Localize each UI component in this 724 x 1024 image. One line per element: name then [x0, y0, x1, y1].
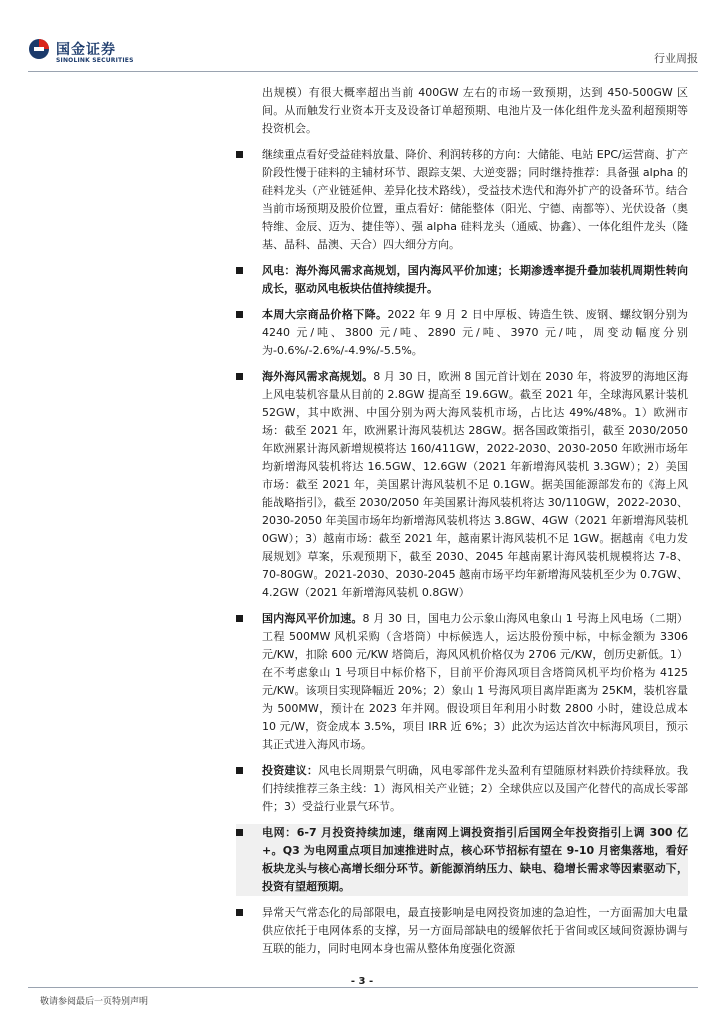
paragraph-bold-lead: 本周大宗商品价格下降。	[262, 308, 388, 321]
header-divider	[28, 71, 698, 72]
bullet-paragraph-power-grid	[236, 824, 688, 896]
report-type-label: 行业周报	[654, 52, 698, 65]
paragraph-text: 2022 年 9 月 2 日中厚板、铸造生铁、废钢、螺纹钢分别为 4240 元/吨、3800 元/吨、2890 元/吨、3970 元/吨，周变动幅度分别为-0.6%/-2.6%/-4.9%/-5.5%。	[262, 308, 688, 357]
paragraph-text: 出规模）有很大概率超出当前 400GW 左右的市场一致预期，达到 450-500GW 区间。从而触发行业资本开支及设备订单超预期、电池片及一体化组件龙头盈利超预期等投资机会。	[262, 86, 688, 135]
paragraph-text: 继续重点看好受益硅料放量、降价、利润转移的方向：大储能、电站 EPC/运营商、扩产阶段性慢于硅料的主辅材环节、跟踪支架、大逆变器；同时继持推荐：具备强 alpha 的硅料龙头（产业链延伸、差异化技术路线），受益技术迭代和海外扩产的设备环节。结合当前市场预期及股价位置，重点看好：储能整体（阳光、宁德、南都等）、光伏设备（奥特维、金辰、迈为、捷佳等）、强 alpha 硅料龙头（通威、协鑫）、一体化组件龙头（隆基、晶科、晶澳、天合）四大细分方向。	[262, 148, 688, 251]
sinolink-logo-icon	[28, 38, 50, 60]
paragraph-text: 风电长周期景气明确，风电零部件龙头盈利有望随原材料跌价持续释放。我们持续推荐三条主线：1）海风相关产业链；2）全球供应以及国产化替代的高成长零部件；3）受益行业景气环节。	[262, 764, 689, 813]
brand-name-english: SINOLINK SECURITIES	[56, 57, 134, 64]
footer-divider	[28, 987, 698, 988]
square-bullet	[236, 373, 243, 380]
square-bullet	[236, 829, 243, 836]
paragraph-bold-lead: 风电：海外海风需求高规划，国内海风平价加速；长期渗透率提升叠加装机周期性转向成长，驱动风电板块估值持续提升。	[262, 264, 688, 295]
footer-disclaimer: 敬请参阅最后一页特别声明	[40, 997, 149, 1007]
bullet-paragraph-domestic-offshore-parity	[236, 610, 688, 754]
bullet-paragraph-grid-investment-urgency	[236, 904, 688, 958]
paragraph-bold-lead: 电网：6-7 月投资持续加速，继南网上调投资指引后国网全年投资指引上调 300 亿+。Q3 为电网重点项目加速推进时点，核心环节招标有望在 9-10 月密集落地，看好板块龙头与核心高增长细分环节。新能源消纳压力、缺电、稳增长需求等因素驱动下，投资有望超预期。	[262, 826, 688, 893]
paragraph-bold-lead: 海外海风需求高规划。	[262, 370, 374, 383]
bullet-paragraph-investment-advice	[236, 762, 688, 816]
square-bullet	[236, 767, 243, 774]
paragraph-text: 8 月 30 日，国电力公示象山海风电象山 1 号海上风电场（二期）工程 500MW 风机采购（含塔筒）中标候选人，运达股份预中标，中标金额为 3306 元/KW，扣除 600 元/KW 塔筒后，海风风机价格仅为 2706 元/KW，创历史新低。1）在不考虑象山 1 号项目中标价格下，目前平价海风项目含塔筒风机平均价格为 4125 元/KW。该项目实现降幅近 20%；2）象山 1 号海风项目离岸距离为 25KM，装机容量为 500MW，预计在 2023 年并网。假设项目年利用小时数 2800 小时，建设总成本 10 元/W，资金成本 3.5%，项目 IRR 近 6%；3）此次为运达首次中标海风项目，预示其正式进入海风市场。	[262, 612, 688, 751]
square-bullet	[236, 615, 243, 622]
report-body	[236, 84, 688, 958]
paragraph-continuation	[236, 84, 688, 138]
square-bullet	[236, 311, 243, 318]
page-header	[28, 38, 698, 70]
paragraph-bold-lead: 国内海风平价加速。	[262, 612, 363, 625]
bullet-paragraph-pv-recommendation	[236, 146, 688, 254]
bullet-paragraph-commodity-prices	[236, 306, 688, 360]
paragraph-text: 8 月 30 日，欧洲 8 国元首计划在 2030 年，将波罗的海地区海上风电装机容量从目前的 2.8GW 提高至 19.6GW。截至 2021 年，全球海风累计装机 52GW，其中欧洲、中国分别为两大海风装机市场，占比达 49%/48%。1）欧洲市场：截至 2021 年，欧洲累计海风装机达 28GW。据各国政策指引，截至 2030/2050 年欧洲累计海风新增规模将达 160/411GW，2022-2030、2030-2050 年欧洲市场年均新增海风装机将达 16.5GW、12.6GW（2021 年新增海风装机 3.3GW）；2）美国市场：截至 2021 年，美国累计海风装机不足 0.1GW。据美国能源部发布的《海上风能战略指引》，截至 2030/2050 年美国累计海风装机将达 30/110GW，2022-2030、2030-2050 年美国市场年均新增海风装机将达 3.8GW、4GW（2021 年新增海风装机 0GW）；3）越南市场：截至 2021 年，越南累计海风装机不足 1GW。据越南《电力发展规划》草案，乐观预期下，截至 2030、2045 年越南累计海风装机规模将达 7-8、70-80GW。2021-2030、2030-2045 越南市场平均年新增海风装机至少为 0.7GW、4.2GW（2021 年新增海风装机 0.8GW）	[262, 370, 689, 599]
page-number: - 3 -	[350, 976, 374, 987]
square-bullet	[236, 267, 243, 274]
paragraph-bold-lead: 投资建议：	[262, 764, 319, 777]
brand-name: 国金证券	[56, 42, 116, 58]
bullet-paragraph-offshore-wind-demand	[236, 368, 688, 602]
bullet-paragraph-wind-summary	[236, 262, 688, 298]
paragraph-text: 异常天气常态化的局部限电，最直接影响是电网投资加速的急迫性，一方面需加大电量供应依托于电网体系的支撑，另一方面局部缺电的缓解依托于省间或区域间资源协调与互联的能力，同时电网本身也需从整体角度强化资源	[262, 906, 688, 955]
square-bullet	[236, 151, 243, 158]
square-bullet	[236, 909, 243, 916]
